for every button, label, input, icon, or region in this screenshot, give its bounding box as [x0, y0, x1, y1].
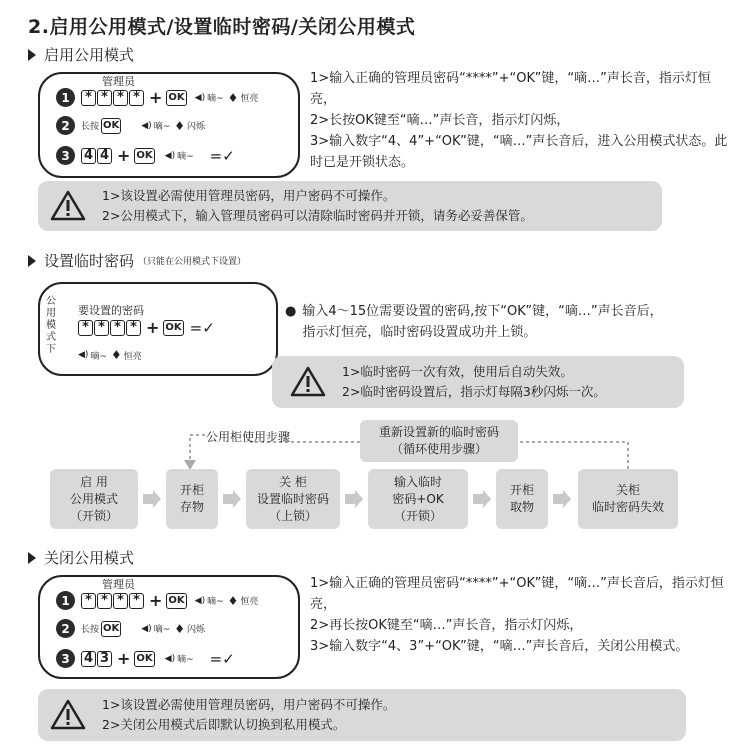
enable-steps-panel	[38, 72, 300, 178]
key-star: *	[97, 90, 112, 106]
section-temp-note: （只能在公用模式下设置）	[138, 257, 247, 267]
admin-label: 管理员	[102, 75, 135, 88]
note-line: 1>临时密码一次有效，使用后自动失效。	[342, 364, 573, 379]
notes-text	[102, 186, 533, 226]
speaker-icon: ◀)	[78, 350, 89, 360]
key-ok: OK	[101, 621, 121, 637]
key-star: *	[110, 320, 125, 336]
note-line: 1>该设置必需使用管理员密码，用户密码不可操作。	[102, 697, 396, 712]
triangle-bullet-icon	[28, 49, 36, 61]
success-check: =✓	[209, 146, 235, 165]
flow-text: 临时密码失效	[591, 500, 664, 514]
desc-line: 1>输入正确的管理员密码“****”+“OK”键，“嘀…”声长音，指示灯恒亮，	[310, 71, 711, 107]
section-temp-title: 设置临时密码	[44, 252, 135, 270]
flow-step-set-temp	[246, 469, 340, 529]
key-star: *	[81, 90, 96, 106]
key-digit: 4	[81, 651, 96, 667]
key-star: *	[126, 320, 141, 336]
lamp-icon: ♦	[227, 90, 239, 105]
long-press-text: 长按	[81, 625, 100, 635]
desc-line: 3>输入数字“4、4”+“OK”键，“嘀…”声长音后，进入公用模式状态。此时已是开锁状态。	[310, 134, 728, 170]
plus-sign: +	[117, 146, 131, 165]
key-digit: 3	[97, 651, 112, 667]
side-char: 下	[46, 344, 56, 355]
password-label: 要设置的密码	[78, 304, 144, 317]
disable-steps-panel	[38, 575, 300, 679]
flow-text: 开柜	[509, 483, 534, 497]
flow-text: 关柜	[615, 483, 640, 497]
public-mode-side-label	[45, 296, 57, 356]
note-line: 2>关闭公用模式后即默认切换到私用模式。	[102, 717, 346, 732]
flow-arrow-icon	[553, 490, 571, 508]
success-check: =✓	[189, 318, 215, 337]
beep-text: 嘀~	[177, 152, 194, 162]
flow-reset-label: 重新设置新的临时密码	[378, 425, 499, 439]
plus-sign: +	[117, 649, 131, 668]
step-number-badge: 1	[56, 591, 75, 610]
beep-text: 嘀~	[153, 625, 171, 635]
key-star: *	[97, 593, 112, 609]
note-line: 1>该设置必需使用管理员密码，用户密码不可操作。	[102, 188, 396, 203]
flow-text: 存物	[179, 500, 204, 514]
speaker-icon: ◀)	[141, 120, 152, 131]
disable-notes-box	[38, 689, 686, 741]
lamp-status: 恒亮	[240, 94, 259, 104]
flow-arrow-icon	[345, 490, 363, 508]
key-ok: OK	[166, 593, 186, 609]
step-number-badge: 3	[56, 649, 75, 668]
flow-use-label: 公用柜使用步骤	[206, 430, 291, 444]
page-title: 2.启用公用模式/设置临时密码/关闭公用模式	[28, 16, 416, 38]
side-char: 模	[46, 320, 56, 331]
speaker-icon: ◀)	[164, 150, 176, 161]
desc-line: 输入4～15位需要设置的密码,按下“OK”键，“嘀…”声长音后，指示灯恒亮，临时密码设置成功并上锁。	[302, 304, 663, 340]
notes-text	[342, 362, 606, 402]
key-star: *	[129, 90, 144, 106]
flow-text: 设置临时密码	[256, 491, 329, 506]
section-disable-heading	[28, 547, 134, 568]
flow-text: （上锁）	[268, 508, 317, 523]
flow-text: （开锁）	[69, 508, 118, 523]
lamp-icon: ♦	[174, 118, 186, 133]
lamp-icon: ♦	[174, 621, 186, 636]
plus-sign: +	[149, 591, 163, 610]
flow-text: 密码+OK	[392, 491, 444, 506]
speaker-icon: ◀)	[141, 623, 152, 634]
key-star: *	[113, 90, 128, 106]
key-star: *	[94, 320, 109, 336]
flow-step-retrieve	[496, 469, 548, 529]
flow-step-store	[166, 469, 218, 529]
key-digit: 4	[81, 148, 96, 164]
flow-text: 关 柜	[279, 474, 307, 489]
note-line: 2>临时密码设置后，指示灯每隔3秒闪烁一次。	[342, 384, 606, 399]
lamp-status: 闪烁	[187, 122, 206, 132]
side-char: 公	[46, 296, 56, 307]
plus-sign: +	[149, 88, 163, 107]
speaker-icon: ◀)	[164, 653, 176, 664]
disable-step-3	[56, 649, 235, 668]
plus-sign: +	[146, 318, 160, 337]
warning-icon	[50, 189, 86, 221]
desc-line: 2>再长按OK键至“嘀…”声长音，指示灯闪烁，	[310, 618, 583, 633]
key-ok: OK	[101, 118, 121, 134]
flow-step-expire	[578, 469, 678, 529]
step-number-badge: 2	[56, 619, 75, 638]
side-char: 用	[46, 308, 56, 319]
key-ok: OK	[163, 320, 183, 336]
speaker-icon: ◀)	[194, 595, 206, 606]
key-star: *	[113, 593, 128, 609]
desc-line: 3>输入数字“4、3”+“OK”键，“嘀…”声长音后，关闭公用模式。	[310, 639, 689, 654]
note-line: 2>公用模式下，输入管理员密码可以清除临时密码并开锁，请务必妥善保管。	[102, 208, 533, 223]
enable-step-2	[56, 116, 205, 135]
side-char: 式	[46, 332, 56, 343]
section-disable-title: 关闭公用模式	[44, 549, 135, 567]
flow-arrow-icon	[143, 490, 161, 508]
flow-reset-sublabel: （循环使用步骤）	[390, 442, 487, 456]
enable-step-1	[56, 88, 258, 107]
triangle-bullet-icon	[28, 255, 36, 267]
warning-icon	[50, 698, 86, 730]
flow-text: 取物	[509, 500, 534, 514]
key-star: *	[78, 320, 93, 336]
flow-text: 开柜	[179, 483, 204, 497]
section-enable-title: 启用公用模式	[44, 46, 135, 64]
success-check: =✓	[209, 649, 235, 668]
enable-description	[310, 68, 730, 173]
step-number-badge: 1	[56, 88, 75, 107]
beep-text: 嘀~	[207, 94, 224, 104]
disable-step-1	[56, 591, 258, 610]
key-ok: OK	[166, 90, 186, 106]
flow-text: 公用模式	[69, 491, 118, 506]
temp-notes-box	[272, 356, 684, 408]
temp-description	[285, 301, 665, 343]
key-digit: 4	[97, 148, 112, 164]
flow-arrow-icon	[223, 490, 241, 508]
lamp-status: 闪烁	[187, 625, 206, 635]
triangle-bullet-icon	[28, 552, 36, 564]
temp-steps-panel	[38, 282, 278, 376]
warning-icon	[290, 365, 326, 397]
lamp-status: 恒亮	[240, 597, 259, 607]
disable-step-2	[56, 619, 205, 638]
beep-text: 嘀~	[207, 597, 224, 607]
step-number-badge: 2	[56, 116, 75, 135]
section-enable-heading	[28, 44, 134, 65]
enable-notes-box	[38, 181, 662, 231]
disable-description	[310, 573, 730, 657]
step-number-badge: 3	[56, 146, 75, 165]
notes-text	[102, 695, 395, 735]
flow-loop-line-right	[520, 442, 628, 470]
beep-text: 嘀~	[153, 122, 171, 132]
flow-step-enable	[50, 469, 138, 529]
bullet-dot-icon: ●	[285, 304, 297, 319]
flow-reset-box	[360, 420, 518, 462]
key-ok: OK	[134, 148, 154, 164]
key-star: *	[81, 593, 96, 609]
desc-line: 1>输入正确的管理员密码“****”+“OK”键，“嘀…”声长音后，指示灯恒亮，	[310, 576, 724, 612]
flow-text: 启 用	[80, 474, 108, 489]
lamp-icon: ♦	[227, 593, 239, 608]
admin-label: 管理员	[102, 578, 135, 591]
beep-text: 嘀~	[177, 655, 194, 665]
flow-text: 输入临时	[393, 474, 442, 489]
key-ok: OK	[134, 651, 154, 667]
enable-step-3	[56, 146, 235, 165]
beep-text: 嘀~	[90, 351, 107, 362]
desc-line: 2>长按OK键至“嘀…”声长音，指示灯闪烁，	[310, 113, 570, 128]
flow-step-input-temp	[368, 469, 468, 529]
flow-text: （开锁）	[393, 508, 442, 523]
long-press-text: 长按	[81, 122, 100, 132]
flow-arrow-icon	[473, 490, 491, 508]
section-temp-heading	[28, 250, 246, 271]
temp-step-feedback	[78, 348, 142, 362]
lamp-status: 恒亮	[123, 351, 142, 362]
speaker-icon: ◀)	[194, 92, 206, 103]
flow-loop-line-left	[190, 435, 205, 462]
key-star: *	[129, 593, 144, 609]
lamp-icon: ♦	[110, 348, 122, 362]
temp-step-input	[78, 318, 215, 337]
